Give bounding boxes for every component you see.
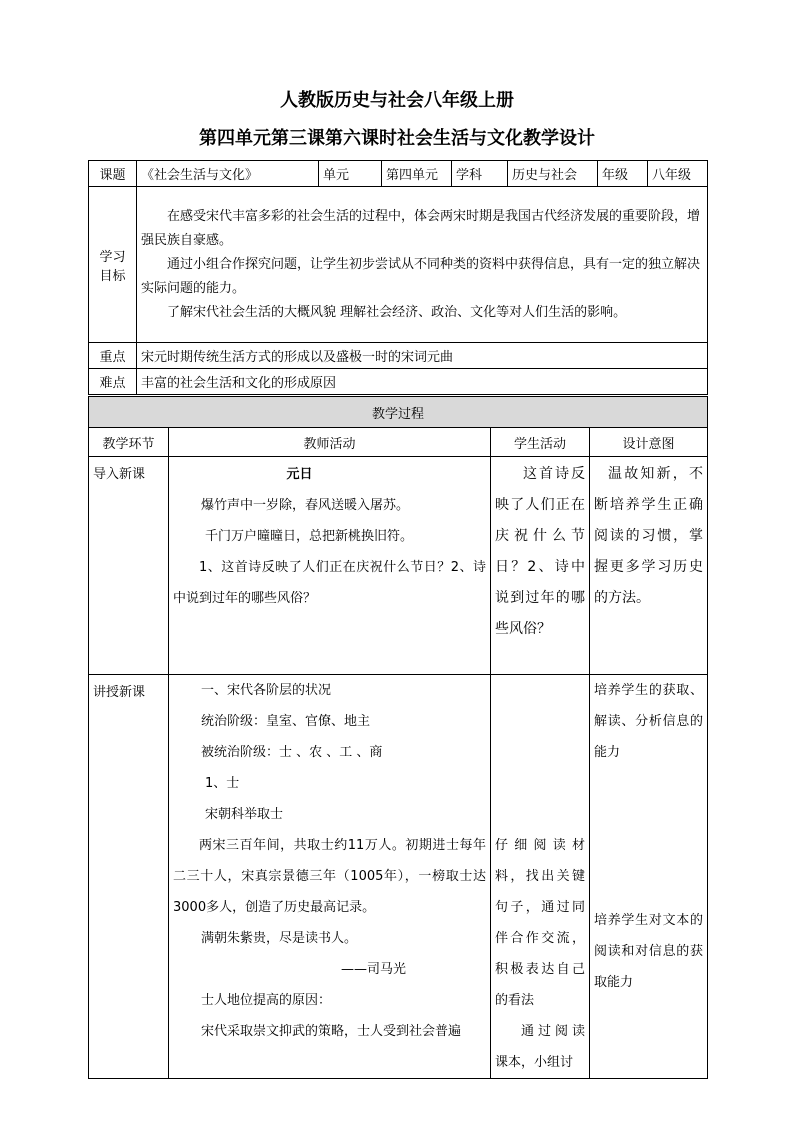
design-intent-intro: 温故知新，不断培养学生正确阅读的习惯，掌握更多学习历史的方法。: [590, 457, 708, 675]
column-header-student: 学生活动: [491, 428, 590, 457]
document-title: 人教版历史与社会八年级上册: [280, 90, 514, 111]
question-text: 1、这首诗反映了人们正在庆祝什么节日？2、诗中说到过年的哪些风俗？: [173, 560, 486, 606]
column-header-stage: 教学环节: [89, 428, 169, 457]
info-table: [88, 160, 708, 395]
document-subtitle: 第四单元第三课第六课时社会生活与文化教学设计: [199, 128, 595, 149]
column-header-teacher: 教师活动: [169, 428, 491, 457]
process-header: 教学过程: [89, 397, 708, 428]
poem-line: 爆竹声中一岁除，春风送暖入屠苏。: [201, 498, 410, 513]
teacher-activity-intro: [169, 457, 491, 675]
subject-label: 学科: [452, 161, 508, 187]
grade-label: 年级: [598, 161, 648, 187]
difficulty-value: 丰富的社会生活和文化的形成原因: [137, 369, 708, 395]
teacher-activity-lecture: [169, 675, 491, 1079]
text-line: 士人地位提高的原因：: [201, 993, 332, 1008]
design-intent-lecture: 培养学生的获取、解读、分析信息的能力 培养学生对文本的阅读和对信息的获取能力: [590, 675, 708, 1079]
process-table: [88, 396, 708, 1079]
text-line: 宋朝科举取士: [205, 807, 284, 822]
unit-label: 单元: [319, 161, 382, 187]
goal-item: 通过小组合作探究问题，让学生初步尝试从不同种类的资料中获得信息，具有一定的独立解决实际问题的能力。: [141, 256, 701, 296]
quote-author: ——司马光: [341, 962, 407, 977]
goals-label: 学习 目标: [89, 187, 137, 343]
text-line: 被统治阶级：士 、农 、工 、商: [201, 745, 383, 760]
text-line: 宋代采取崇文抑武的策略，士人受到社会普遍: [201, 1024, 462, 1039]
student-activity-intro: 这首诗反映了人们正在庆祝什么节日？2、诗中说到过年的哪些风俗？: [491, 457, 590, 675]
text-paragraph: 两宋三百年间，共取士约11万人。初期进士每年二三十人，宋真宗景德三年（1005年），一榜取士达3000多人，创造了历史最高记录。: [173, 838, 486, 915]
poem-title: 元日: [286, 467, 313, 482]
text-line: 统治阶级：皇室、官僚、地主: [201, 714, 371, 729]
goal-item: 在感受宋代丰富多彩的社会生活的过程中，体会两宋时期是我国古代经济发展的重要阶段，增强民族自豪感。: [141, 208, 701, 248]
key-value: 宋元时期传统生活方式的形成以及盛极一时的宋词元曲: [137, 343, 708, 369]
stage-lecture: 讲授新课: [89, 675, 169, 1079]
student-activity-lecture: 仔细阅读材料，找出关键句子，通过同伴合作交流，积极表达自己的看法 通过阅读课本，小组讨: [491, 675, 590, 1079]
poem-line: 千门万户曈曈日，总把新桃换旧符。: [205, 529, 414, 544]
quote-line: 满朝朱紫贵，尽是读书人。: [201, 931, 358, 946]
subject-value: 历史与社会: [508, 161, 598, 187]
unit-value: 第四单元: [382, 161, 452, 187]
topic-label: 课题: [89, 161, 137, 187]
goals-content: [137, 187, 708, 343]
column-header-intent: 设计意图: [590, 428, 708, 457]
goal-item: 了解宋代社会生活的大概风貌 理解社会经济、政治、文化等对人们生活的影响。: [167, 304, 627, 320]
stage-intro: 导入新课: [89, 457, 169, 675]
grade-value: 八年级: [648, 161, 708, 187]
key-label: 重点: [89, 343, 137, 369]
difficulty-label: 难点: [89, 369, 137, 395]
topic-value: 《社会生活与文化》: [137, 161, 319, 187]
section-heading: 一、宋代各阶层的状况: [201, 683, 332, 698]
text-line: 1、士: [205, 776, 240, 791]
